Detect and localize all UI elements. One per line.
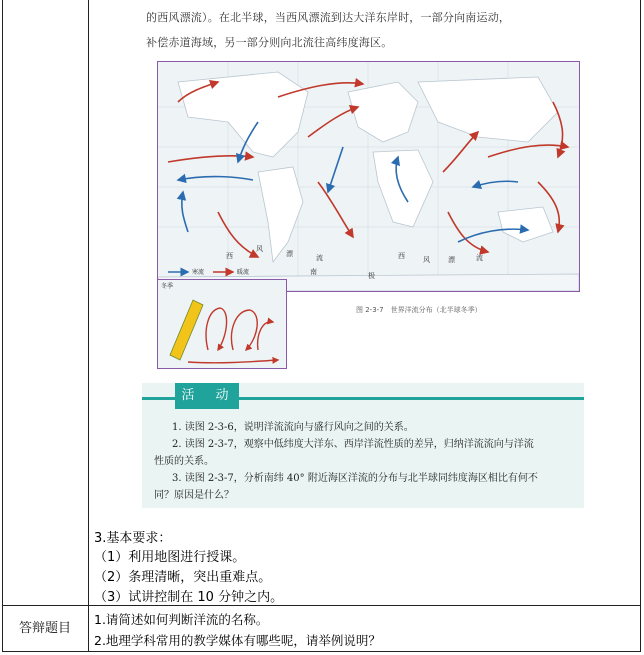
activity-item-1: 1. 读图 2-3-6，说明洋流流向与盛行风向之间的关系。 bbox=[172, 422, 414, 433]
inset-title: 冬季 bbox=[161, 283, 174, 290]
inset-drawing bbox=[158, 280, 286, 368]
activity-box bbox=[142, 383, 584, 508]
map-label-south-1: 南 bbox=[310, 268, 317, 276]
map-label-east-4: 流 bbox=[476, 254, 483, 262]
requirement-1: （1）利用地图进行授课。 bbox=[94, 550, 246, 565]
map-legend bbox=[168, 268, 249, 276]
inset-currents bbox=[188, 308, 278, 363]
map-label-west-4: 流 bbox=[316, 254, 323, 262]
map-caption: 图 2-3-7 世界洋流分布（北半球冬季） bbox=[356, 306, 482, 314]
activity-item-3b: 同？原因是什么？ bbox=[154, 490, 234, 501]
map-label-west-1: 西 bbox=[226, 252, 233, 260]
activity-item-2b: 性质的关系。 bbox=[154, 456, 214, 467]
inset-landmass bbox=[170, 300, 203, 360]
textbook-line-2: 补偿赤道海域，另一部分则向北流往高纬度海区。 bbox=[146, 36, 393, 49]
legend-cold-label: 寒流 bbox=[192, 269, 205, 276]
defense-label: 答辩题目 bbox=[18, 621, 71, 636]
textbook-line-1: 的西风漂流）。在北半球，当西风漂流到达大洋东岸时，一部分向南运动， bbox=[146, 11, 511, 24]
requirements-heading: 3.基本要求： bbox=[94, 531, 172, 546]
map-drawing bbox=[158, 62, 579, 291]
table-column-divider bbox=[88, 0, 89, 652]
activity-title: 活 动 bbox=[175, 383, 239, 409]
table-right-border bbox=[640, 0, 641, 652]
requirement-3: （3）试讲控制在 10 分钟之内。 bbox=[94, 590, 284, 605]
map-label-west-2: 风 bbox=[256, 245, 263, 253]
activity-item-2a: 2. 读图 2-3-7，观察中低纬度大洋东、西岸洋流性质的差异，归纳洋流流向与洋流 bbox=[172, 439, 534, 450]
inset-map bbox=[157, 279, 287, 369]
table-left-border bbox=[2, 0, 3, 652]
map-label-east-3: 漂 bbox=[448, 256, 455, 264]
map-label-east-2: 风 bbox=[423, 256, 430, 264]
map-label-east-1: 西 bbox=[398, 252, 405, 260]
defense-question-1: 1.请简述如何判断洋流的名称。 bbox=[94, 612, 269, 627]
defense-question-2: 2.地理学科常用的教学媒体有哪些呢，请举例说明？ bbox=[94, 633, 381, 648]
map-label-west-3: 漂 bbox=[286, 250, 293, 258]
table-bottom-border bbox=[2, 651, 641, 652]
map-label-south-2: 极 bbox=[368, 272, 375, 280]
cold-currents bbox=[178, 122, 528, 242]
activity-item-3a: 3. 读图 2-3-7，分析南纬 40° 附近海区洋流的分布与北半球同纬度海区相比有何不 bbox=[172, 473, 538, 484]
world-ocean-current-map bbox=[157, 61, 580, 292]
requirement-2: （2）条理清晰，突出重难点。 bbox=[94, 570, 272, 585]
legend-warm-label: 暖流 bbox=[237, 269, 250, 276]
table-row-divider bbox=[2, 605, 641, 606]
